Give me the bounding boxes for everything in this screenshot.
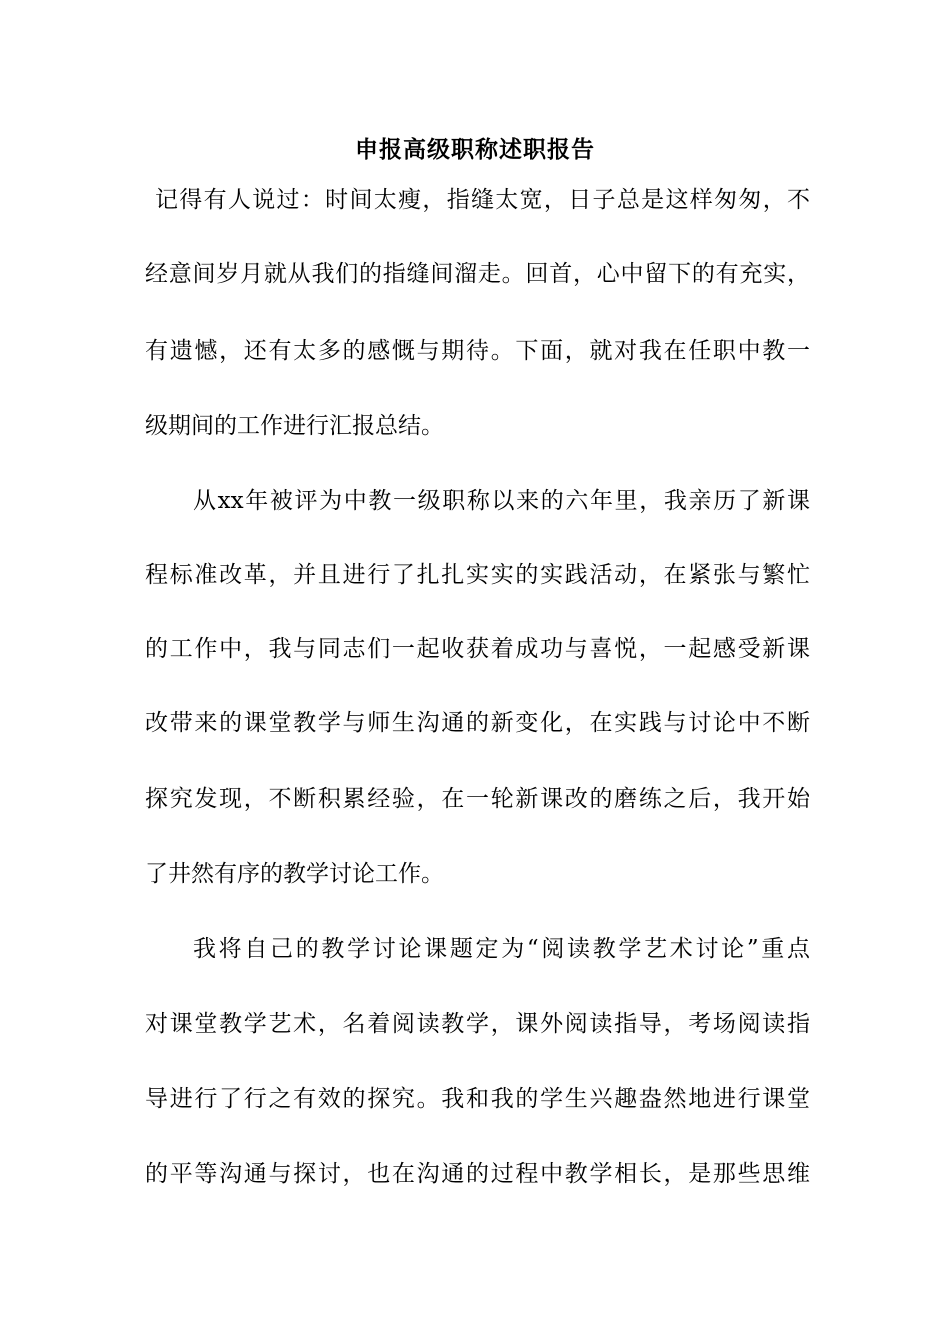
paragraph-2-line-4: 改带来的课堂教学与师生沟通的新变化，在实践与讨论中不断 [145, 710, 810, 736]
paragraph-2-line-1: 从xx年被评为中教一级职称以来的六年里，我亲历了新课 [193, 488, 810, 514]
paragraph-1-line-4: 级期间的工作进行汇报总结。 [145, 413, 444, 439]
paragraph-1-line-2: 经意间岁月就从我们的指缝间溜走。回首，心中留下的有充实， [145, 261, 810, 287]
document-title: 申报高级职称述职报告 [355, 136, 595, 163]
paragraph-3-line-3: 导进行了行之有效的探究。我和我的学生兴趣盎然地进行课堂 [145, 1086, 810, 1112]
paragraph-2-line-3: 的工作中，我与同志们一起收获着成功与喜悦，一起感受新课 [145, 636, 810, 662]
paragraph-3-line-4: 的平等沟通与探讨，也在沟通的过程中教学相长，是那些思维 [145, 1161, 810, 1187]
paragraph-2-line-5: 探究发现，不断积累经验，在一轮新课改的磨练之后，我开始 [145, 786, 810, 812]
paragraph-3-line-2: 对课堂教学艺术，名着阅读教学，课外阅读指导，考场阅读指 [145, 1011, 810, 1037]
paragraph-2-line-6: 了井然有序的教学讨论工作。 [145, 861, 444, 887]
paragraph-1-line-3: 有遗憾，还有太多的感慨与期待。下面，就对我在任职中教一 [145, 338, 810, 364]
paragraph-1-line-1: 记得有人说过：时间太瘦，指缝太宽，日子总是这样匆匆，不 [155, 187, 810, 213]
paragraph-3-line-1: 我将自己的教学讨论课题定为“阅读教学艺术讨论”重点 [193, 936, 810, 962]
paragraph-2-line-2: 程标准改革，并且进行了扎扎实实的实践活动，在紧张与繁忙 [145, 562, 810, 588]
